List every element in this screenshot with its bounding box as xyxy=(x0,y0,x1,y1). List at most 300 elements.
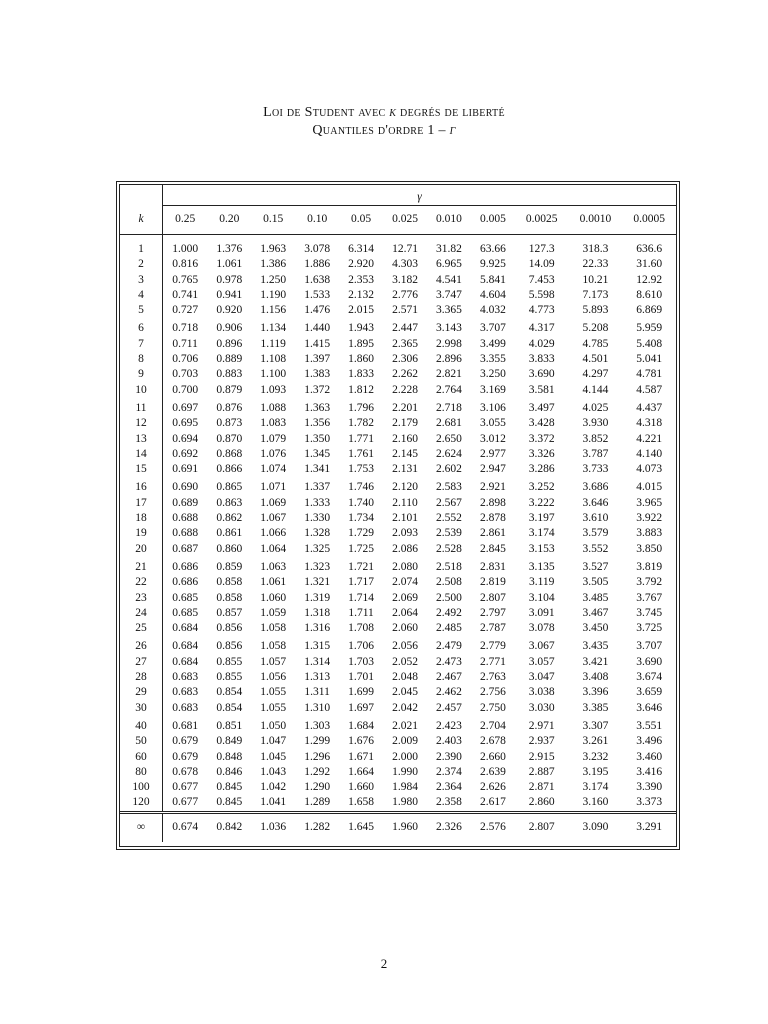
quantile-cell: 3.707 xyxy=(479,322,506,335)
quantile-cell: 3.552 xyxy=(582,542,609,555)
quantile-cell: 318.3 xyxy=(582,243,609,255)
quantile-cell: 1.533 xyxy=(304,288,331,301)
quantile-cell: 3.038 xyxy=(528,686,555,699)
quantile-cell: 2.160 xyxy=(392,432,418,445)
quantile-cell: 0.845 xyxy=(216,781,243,794)
quantile-cell: 3.169 xyxy=(479,383,506,396)
column-header-gamma: 0.15 xyxy=(251,206,295,235)
student-t-table-inner xyxy=(119,184,677,847)
quantile-cell: 3.160 xyxy=(582,796,609,809)
quantile-cell: 2.776 xyxy=(392,288,418,301)
table-row xyxy=(120,318,676,336)
quantile-cell: 0.849 xyxy=(216,735,243,748)
quantile-cell: 2.045 xyxy=(392,686,418,699)
table-row xyxy=(120,337,676,352)
quantile-cell: 1.088 xyxy=(260,401,287,414)
quantile-cell: 2.915 xyxy=(528,750,555,763)
quantile-cell: 2.508 xyxy=(436,576,462,589)
quantile-cell: 1.943 xyxy=(348,322,374,335)
quantile-cell: 0.854 xyxy=(216,686,243,699)
quantile-cell: 0.978 xyxy=(216,273,243,286)
quantile-cell: 2.009 xyxy=(392,735,418,748)
table-row xyxy=(120,432,676,447)
quantile-cell: 1.729 xyxy=(348,527,374,540)
quantile-cell: 2.998 xyxy=(436,337,462,350)
quantile-cell: 7.453 xyxy=(528,273,555,286)
quantile-cell: 2.977 xyxy=(479,447,506,460)
quantile-cell: 1.311 xyxy=(304,686,330,699)
quantile-cell: 2.583 xyxy=(436,481,462,494)
quantile-cell: 3.291 xyxy=(622,812,676,842)
quantile-cell: 10.21 xyxy=(582,273,609,286)
column-header-gamma: 0.05 xyxy=(339,206,383,235)
page-number: 2 xyxy=(380,956,388,971)
quantile-cell: 2.626 xyxy=(479,781,506,794)
quantile-cell: 3.385 xyxy=(582,701,609,714)
table-row xyxy=(120,750,676,765)
quantile-cell: 5.408 xyxy=(636,337,663,350)
quantile-cell: 1.059 xyxy=(260,606,287,619)
quantile-cell: 0.848 xyxy=(216,750,243,763)
page-title xyxy=(0,104,768,140)
quantile-cell: 2.896 xyxy=(436,353,462,366)
quantile-cell: 1.318 xyxy=(304,606,331,619)
quantile-cell: 0.692 xyxy=(172,447,199,460)
quantile-cell: 3.106 xyxy=(479,401,506,414)
quantile-cell: 3.485 xyxy=(582,591,609,604)
quantile-cell: 2.086 xyxy=(392,542,418,555)
quantile-cell: 3.373 xyxy=(636,796,663,809)
quantile-cell: 3.499 xyxy=(479,337,506,350)
degrees-of-freedom-cell: 12 xyxy=(120,416,163,431)
quantile-cell: 1.638 xyxy=(304,273,331,286)
quantile-cell: 2.423 xyxy=(436,719,462,732)
quantile-cell: 3.326 xyxy=(528,447,555,460)
quantile-cell: 3.690 xyxy=(528,368,555,381)
quantile-cell: 1.083 xyxy=(260,417,287,430)
quantile-cell: 3.745 xyxy=(636,606,663,619)
quantile-cell: 0.706 xyxy=(172,353,199,366)
k-header-spacer xyxy=(120,185,163,206)
quantile-cell: 5.041 xyxy=(636,353,663,366)
quantile-cell: 3.883 xyxy=(636,527,663,540)
quantile-cell: 0.856 xyxy=(216,640,243,653)
quantile-cell: 2.353 xyxy=(348,273,374,286)
quantile-cell: 0.703 xyxy=(172,368,199,381)
degrees-of-freedom-cell: 6 xyxy=(120,318,163,336)
k-header: k xyxy=(120,206,163,235)
quantile-cell: 0.683 xyxy=(172,671,199,684)
quantile-cell: 0.683 xyxy=(172,701,199,714)
quantile-cell: 2.358 xyxy=(436,796,462,809)
degrees-of-freedom-cell: 1 xyxy=(120,235,163,258)
quantile-cell: 0.679 xyxy=(172,735,199,748)
quantile-cell: 3.497 xyxy=(528,401,555,414)
quantile-cell: 1.701 xyxy=(348,671,374,684)
quantile-cell: 0.684 xyxy=(172,622,199,635)
quantile-cell: 1.363 xyxy=(304,401,331,414)
quantile-cell: 1.319 xyxy=(304,591,331,604)
quantile-cell: 0.846 xyxy=(216,765,243,778)
quantile-cell: 1.119 xyxy=(260,337,286,350)
quantile-cell: 3.467 xyxy=(582,606,609,619)
quantile-cell: 1.042 xyxy=(260,781,287,794)
quantile-cell: 3.030 xyxy=(528,701,555,714)
quantile-cell: 1.056 xyxy=(260,671,287,684)
quantile-cell: 1.100 xyxy=(260,368,287,381)
quantile-cell: 2.069 xyxy=(392,591,418,604)
quantile-cell: 1.190 xyxy=(260,288,287,301)
quantile-cell: 5.841 xyxy=(479,273,506,286)
quantile-cell: 0.906 xyxy=(216,322,243,335)
table-row xyxy=(120,591,676,606)
quantile-cell: 1.303 xyxy=(304,719,331,732)
degrees-of-freedom-cell: 20 xyxy=(120,542,163,557)
quantile-cell: 2.552 xyxy=(436,512,462,525)
quantile-cell: 0.870 xyxy=(216,432,243,445)
degrees-of-freedom-cell: 22 xyxy=(120,575,163,590)
quantile-cell: 2.845 xyxy=(479,542,506,555)
quantile-cell: 2.201 xyxy=(392,401,418,414)
quantile-cell: 2.660 xyxy=(479,750,506,763)
table-row xyxy=(120,462,676,477)
quantile-cell: 31.60 xyxy=(636,258,663,271)
quantile-cell: 3.195 xyxy=(582,765,609,778)
quantile-cell: 1.315 xyxy=(304,640,331,653)
quantile-cell: 2.364 xyxy=(436,781,462,794)
table-row xyxy=(120,765,676,780)
quantile-cell: 1.960 xyxy=(383,812,427,842)
quantile-cell: 1.290 xyxy=(304,781,331,794)
degrees-of-freedom-cell: 17 xyxy=(120,496,163,511)
quantile-cell: 1.337 xyxy=(304,481,331,494)
quantile-cell: 0.883 xyxy=(216,368,243,381)
quantile-cell: 2.797 xyxy=(479,606,506,619)
quantile-cell: 1.697 xyxy=(348,701,374,714)
quantile-cell: 1.782 xyxy=(348,417,374,430)
quantile-cell: 3.792 xyxy=(636,576,663,589)
quantile-cell: 3.261 xyxy=(582,735,609,748)
quantile-cell: 3.421 xyxy=(582,655,609,668)
quantile-cell: 2.015 xyxy=(348,304,374,317)
degrees-of-freedom-cell: 23 xyxy=(120,591,163,606)
quantile-cell: 22.33 xyxy=(582,258,609,271)
quantile-cell: 1.055 xyxy=(260,686,287,699)
quantile-cell: 1.063 xyxy=(260,560,287,573)
quantile-cell: 3.372 xyxy=(528,432,555,445)
quantile-cell: 2.750 xyxy=(479,701,506,714)
table-row xyxy=(120,257,676,272)
quantile-cell: 31.82 xyxy=(436,243,462,255)
quantile-cell: 0.741 xyxy=(172,288,199,301)
quantile-cell: 2.500 xyxy=(436,591,462,604)
quantile-cell: 3.355 xyxy=(479,353,506,366)
quantile-cell: 1.711 xyxy=(348,606,374,619)
quantile-cell: 3.674 xyxy=(636,671,663,684)
quantile-cell: 0.718 xyxy=(172,322,199,335)
quantile-cell: 2.937 xyxy=(528,735,555,748)
quantile-cell: 3.733 xyxy=(582,463,609,476)
degrees-of-freedom-cell: 19 xyxy=(120,526,163,541)
quantile-cell: 1.079 xyxy=(260,432,287,445)
quantile-cell: 3.153 xyxy=(528,542,555,555)
title-line-1: Loi de Student avec k degrés de liberté xyxy=(263,105,505,120)
quantile-cell: 2.821 xyxy=(436,368,462,381)
quantile-cell: 3.250 xyxy=(479,368,506,381)
quantile-cell: 1.703 xyxy=(348,655,374,668)
quantile-cell: 2.678 xyxy=(479,735,506,748)
column-header-gamma: 0.010 xyxy=(427,206,471,235)
quantile-cell: 0.681 xyxy=(172,719,199,732)
quantile-cell: 0.859 xyxy=(216,560,243,573)
quantile-cell: 3.047 xyxy=(528,671,555,684)
quantile-cell: 1.350 xyxy=(304,432,331,445)
quantile-cell: 2.756 xyxy=(479,686,506,699)
quantile-cell: 636.6 xyxy=(636,243,663,255)
quantile-cell: 1.310 xyxy=(304,701,331,714)
quantile-cell: 0.689 xyxy=(172,496,199,509)
quantile-cell: 2.000 xyxy=(392,750,418,763)
degrees-of-freedom-cell: 24 xyxy=(120,606,163,621)
quantile-cell: 3.055 xyxy=(479,417,506,430)
quantile-cell: 2.064 xyxy=(392,606,418,619)
table-row xyxy=(120,557,676,575)
quantile-cell: 3.579 xyxy=(582,527,609,540)
table-row xyxy=(120,575,676,590)
infinity-row xyxy=(120,812,676,842)
quantile-cell: 5.959 xyxy=(636,322,663,335)
quantile-cell: 2.457 xyxy=(436,701,462,714)
quantile-cell: 1.156 xyxy=(260,304,287,317)
quantile-cell: 1.076 xyxy=(260,447,287,460)
quantile-cell: 1.746 xyxy=(348,481,374,494)
quantile-cell: 9.925 xyxy=(479,258,506,271)
quantile-cell: 3.659 xyxy=(636,686,663,699)
quantile-cell: 0.873 xyxy=(216,417,243,430)
degrees-of-freedom-cell: 2 xyxy=(120,257,163,272)
quantile-cell: 1.299 xyxy=(304,735,331,748)
quantile-cell: 2.052 xyxy=(392,655,418,668)
quantile-cell: 6.965 xyxy=(436,258,462,271)
quantile-cell: 1.990 xyxy=(392,765,418,778)
column-header-gamma: 0.0005 xyxy=(622,206,676,235)
quantile-cell: 2.262 xyxy=(392,368,418,381)
quantile-cell: 3.725 xyxy=(636,622,663,635)
quantile-cell: 4.604 xyxy=(479,288,506,301)
quantile-cell: 1.289 xyxy=(304,796,331,809)
quantile-cell: 1.734 xyxy=(348,512,374,525)
quantile-cell: 2.602 xyxy=(436,463,462,476)
quantile-cell: 0.876 xyxy=(216,401,243,414)
quantile-cell: 3.222 xyxy=(528,496,555,509)
quantile-cell: 0.674 xyxy=(163,812,208,842)
quantile-cell: 3.396 xyxy=(582,686,609,699)
quantile-cell: 1.725 xyxy=(348,542,374,555)
quantile-cell: 2.528 xyxy=(436,542,462,555)
table-row xyxy=(120,496,676,511)
column-header-gamma: 0.025 xyxy=(383,206,427,235)
degrees-of-freedom-cell: 27 xyxy=(120,655,163,670)
quantile-cell: 1.050 xyxy=(260,719,287,732)
degrees-of-freedom-cell: 3 xyxy=(120,273,163,288)
quantile-cell: 1.074 xyxy=(260,463,287,476)
quantile-cell: 2.518 xyxy=(436,560,462,573)
quantile-cell: 0.865 xyxy=(216,481,243,494)
quantile-cell: 1.328 xyxy=(304,527,331,540)
quantile-cell: 1.415 xyxy=(304,337,331,350)
degrees-of-freedom-cell: 30 xyxy=(120,701,163,716)
quantile-cell: 0.765 xyxy=(172,273,199,286)
quantile-cell: 1.383 xyxy=(304,368,331,381)
quantile-cell: 1.036 xyxy=(251,812,295,842)
title-line-2: Quantiles d'ordre 1 – γ xyxy=(312,123,456,138)
quantile-cell: 3.450 xyxy=(582,622,609,635)
quantile-cell: 3.174 xyxy=(582,781,609,794)
quantile-cell: 2.807 xyxy=(515,812,569,842)
quantile-cell: 0.695 xyxy=(172,417,199,430)
degrees-of-freedom-cell: 10 xyxy=(120,383,163,398)
quantile-cell: 2.492 xyxy=(436,606,462,619)
quantile-cell: 2.093 xyxy=(392,527,418,540)
quantile-cell: 1.045 xyxy=(260,750,287,763)
quantile-cell: 3.286 xyxy=(528,463,555,476)
degrees-of-freedom-cell: 60 xyxy=(120,750,163,765)
quantile-cell: 3.819 xyxy=(636,560,663,573)
quantile-cell: 2.920 xyxy=(348,258,374,271)
quantile-cell: 2.403 xyxy=(436,735,462,748)
quantile-cell: 2.878 xyxy=(479,512,506,525)
quantile-cell: 4.025 xyxy=(582,401,609,414)
quantile-cell: 0.845 xyxy=(216,796,243,809)
quantile-cell: 0.700 xyxy=(172,383,199,396)
table-row xyxy=(120,235,676,258)
degrees-of-freedom-cell: 40 xyxy=(120,716,163,734)
quantile-cell: 1.812 xyxy=(348,383,374,396)
quantile-cell: 2.110 xyxy=(392,496,418,509)
quantile-cell: 12.92 xyxy=(636,273,663,286)
quantile-cell: 1.660 xyxy=(348,781,374,794)
quantile-cell: 1.067 xyxy=(260,512,287,525)
quantile-cell: 0.863 xyxy=(216,496,243,509)
quantile-cell: 2.473 xyxy=(436,655,462,668)
quantile-cell: 2.074 xyxy=(392,576,418,589)
degrees-of-freedom-cell: 15 xyxy=(120,462,163,477)
quantile-cell: 2.042 xyxy=(392,701,418,714)
quantile-cell: 0.679 xyxy=(172,750,199,763)
quantile-cell: 0.686 xyxy=(172,560,199,573)
degrees-of-freedom-cell: 11 xyxy=(120,398,163,416)
quantile-cell: 3.428 xyxy=(528,417,555,430)
degrees-of-freedom-cell: 50 xyxy=(120,734,163,749)
quantile-cell: 0.855 xyxy=(216,655,243,668)
quantile-cell: 4.073 xyxy=(636,463,663,476)
quantile-cell: 1.671 xyxy=(348,750,374,763)
quantile-cell: 0.690 xyxy=(172,481,199,494)
quantile-cell: 1.058 xyxy=(260,640,287,653)
quantile-cell: 1.886 xyxy=(304,258,331,271)
quantile-cell: 3.104 xyxy=(528,591,555,604)
quantile-cell: 1.708 xyxy=(348,622,374,635)
quantile-cell: 3.551 xyxy=(636,719,663,732)
quantile-cell: 2.704 xyxy=(479,719,506,732)
degrees-of-freedom-cell: 5 xyxy=(120,303,163,318)
quantile-cell: 3.850 xyxy=(636,542,663,555)
quantile-cell: 1.296 xyxy=(304,750,331,763)
quantile-cell: 2.567 xyxy=(436,496,462,509)
quantile-cell: 2.060 xyxy=(392,622,418,635)
quantile-cell: 0.685 xyxy=(172,606,199,619)
quantile-cell: 3.852 xyxy=(582,432,609,445)
quantile-cell: 4.501 xyxy=(582,353,609,366)
table-row xyxy=(120,795,676,812)
quantile-cell: 4.029 xyxy=(528,337,555,350)
quantile-cell: 0.896 xyxy=(216,337,243,350)
quantile-cell: 2.718 xyxy=(436,401,462,414)
degrees-of-freedom-cell: 16 xyxy=(120,477,163,495)
table-row xyxy=(120,526,676,541)
degrees-of-freedom-cell: 18 xyxy=(120,511,163,526)
column-header-gamma: 0.10 xyxy=(295,206,339,235)
quantile-cell: 1.292 xyxy=(304,765,331,778)
quantile-cell: 1.397 xyxy=(304,353,331,366)
quantile-cell: 2.921 xyxy=(479,481,506,494)
quantile-cell: 1.341 xyxy=(304,463,331,476)
quantile-cell: 1.356 xyxy=(304,417,331,430)
quantile-cell: 2.764 xyxy=(436,383,462,396)
quantile-cell: 1.316 xyxy=(304,622,331,635)
quantile-cell: 0.868 xyxy=(216,447,243,460)
quantile-cell: 0.677 xyxy=(172,796,199,809)
quantile-cell: 2.971 xyxy=(528,719,555,732)
quantile-cell: 3.057 xyxy=(528,655,555,668)
degrees-of-freedom-cell: 14 xyxy=(120,447,163,462)
quantile-cell: 3.143 xyxy=(436,322,462,335)
quantile-cell: 2.462 xyxy=(436,686,462,699)
degrees-of-freedom-cell: 21 xyxy=(120,557,163,575)
quantile-cell: 2.771 xyxy=(479,655,506,668)
quantile-cell: 3.435 xyxy=(582,640,609,653)
table-row xyxy=(120,542,676,557)
column-header-gamma: 0.20 xyxy=(207,206,251,235)
quantile-cell: 1.860 xyxy=(348,353,374,366)
quantile-cell: 2.639 xyxy=(479,765,506,778)
quantile-cell: 0.688 xyxy=(172,512,199,525)
quantile-cell: 0.683 xyxy=(172,686,199,699)
quantile-cell: 3.012 xyxy=(479,432,506,445)
quantile-cell: 2.860 xyxy=(528,796,555,809)
quantile-cell: 1.000 xyxy=(172,243,199,255)
table-body xyxy=(120,235,676,842)
table-row xyxy=(120,273,676,288)
quantile-cell: 1.796 xyxy=(348,401,374,414)
quantile-cell: 1.963 xyxy=(260,243,287,255)
quantile-cell: 0.854 xyxy=(216,701,243,714)
quantile-cell: 2.571 xyxy=(392,304,418,317)
quantile-cell: 1.714 xyxy=(348,591,374,604)
table-row xyxy=(120,477,676,495)
quantile-cell: 2.021 xyxy=(392,719,418,732)
degrees-of-freedom-cell: 25 xyxy=(120,621,163,636)
quantile-cell: 2.831 xyxy=(479,560,506,573)
quantile-cell: 2.887 xyxy=(528,765,555,778)
table-row xyxy=(120,716,676,734)
quantile-cell: 1.345 xyxy=(304,447,331,460)
quantile-cell: 4.303 xyxy=(392,258,418,271)
quantile-cell: 0.889 xyxy=(216,353,243,366)
quantile-cell: 2.624 xyxy=(436,447,462,460)
quantile-cell: 4.221 xyxy=(636,432,663,445)
quantile-cell: 2.326 xyxy=(427,812,471,842)
